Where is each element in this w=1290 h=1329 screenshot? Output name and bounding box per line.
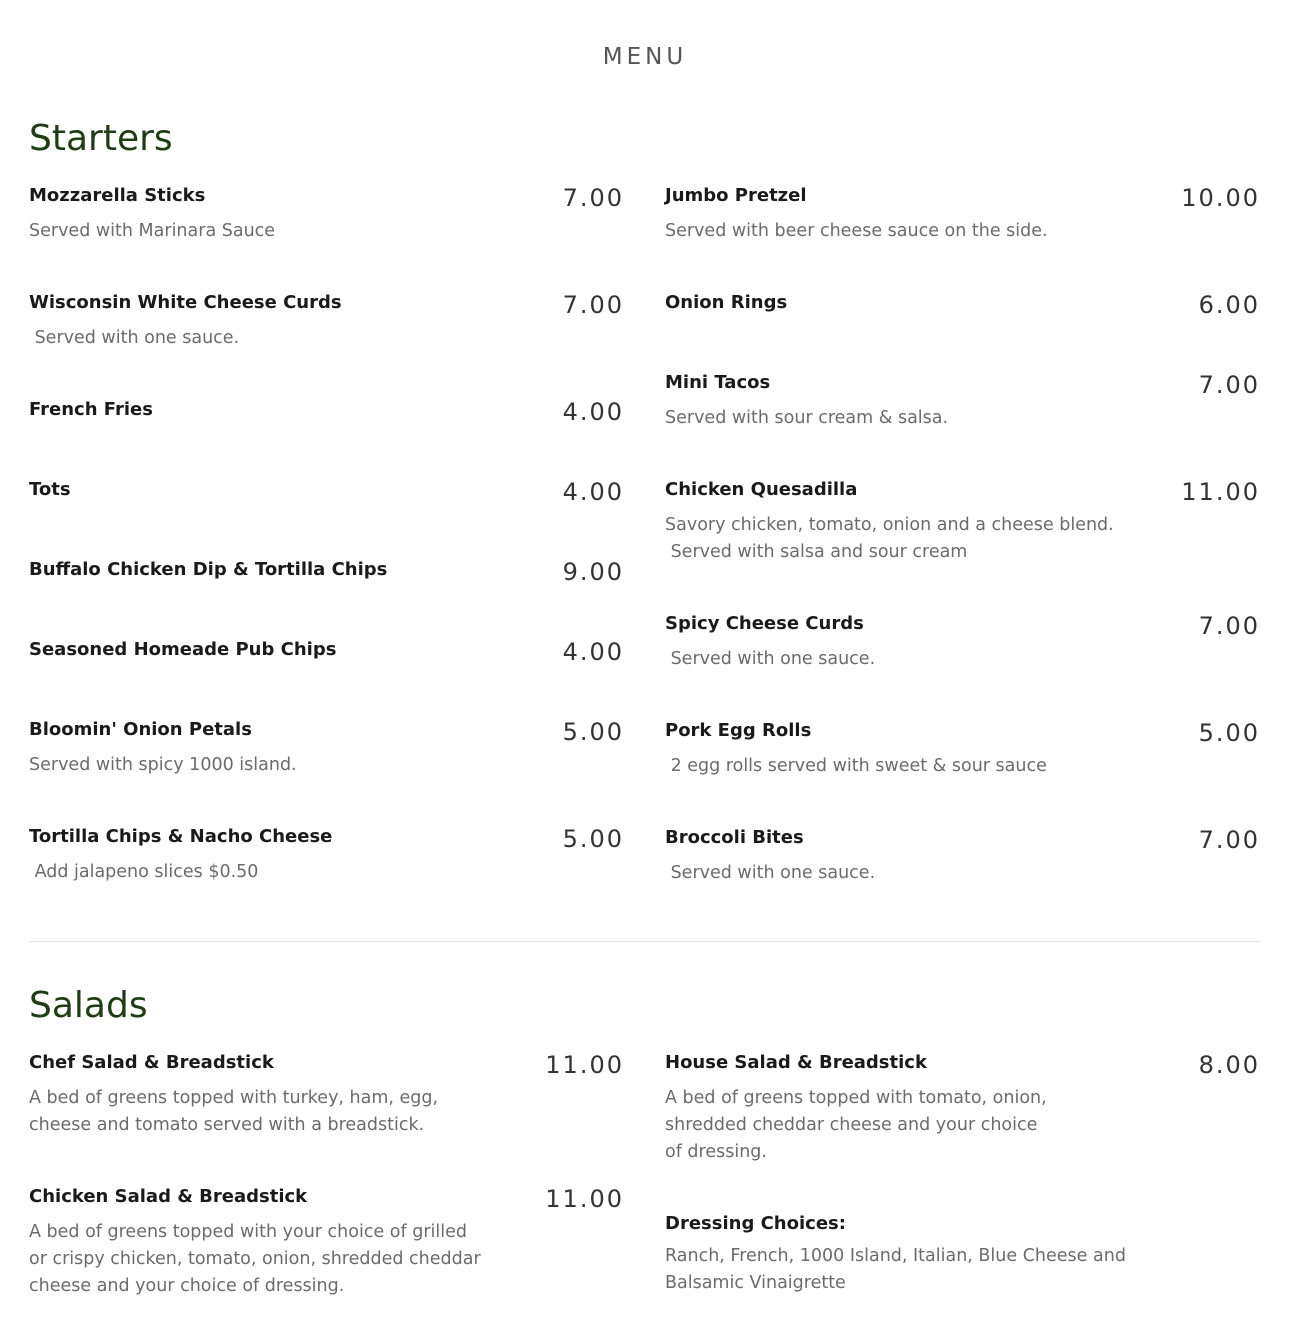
item-description: Served with Marinara Sauce bbox=[29, 221, 276, 241]
item-description: A bed of greens topped with your choice of grilled or crispy chicken, tomato, onion, shredded cheddar cheese and your choice of dressing. bbox=[29, 1222, 481, 1296]
section-title-starters: Starters bbox=[29, 118, 173, 159]
item-price: 4.00 bbox=[562, 398, 624, 426]
dressing-choices-text: Ranch, French, 1000 Island, Italian, Blue Cheese and Balsamic Vinaigrette bbox=[665, 1246, 1126, 1293]
item-name: Chicken Quesadilla bbox=[665, 479, 858, 500]
item-price: 4.00 bbox=[562, 478, 624, 506]
item-name: Buffalo Chicken Dip & Tortilla Chips bbox=[29, 559, 388, 580]
item-price: 7.00 bbox=[1198, 826, 1260, 854]
item-name: Seasoned Homeade Pub Chips bbox=[29, 639, 337, 660]
item-name: Wisconsin White Cheese Curds bbox=[29, 292, 342, 313]
item-name: Spicy Cheese Curds bbox=[665, 613, 864, 634]
item-price: 5.00 bbox=[562, 825, 624, 853]
item-price: 11.00 bbox=[545, 1051, 624, 1079]
item-description: Served with sour cream & salsa. bbox=[665, 408, 949, 428]
item-price: 11.00 bbox=[545, 1185, 624, 1213]
dressing-choices-label: Dressing Choices: bbox=[665, 1213, 846, 1234]
item-description: Served with one sauce. bbox=[29, 328, 240, 348]
item-name: Tortilla Chips & Nacho Cheese bbox=[29, 826, 333, 847]
section-divider bbox=[29, 941, 1261, 942]
section-title-salads: Salads bbox=[29, 985, 148, 1026]
item-description: Savory chicken, tomato, onion and a cheese blend. Served with salsa and sour cream bbox=[665, 515, 1114, 562]
item-name: Jumbo Pretzel bbox=[665, 185, 807, 206]
item-description: Served with one sauce. bbox=[665, 649, 876, 669]
item-description: A bed of greens topped with tomato, onion, shredded cheddar cheese and your choice of dressing. bbox=[665, 1088, 1047, 1162]
item-price: 5.00 bbox=[562, 718, 624, 746]
item-name: Pork Egg Rolls bbox=[665, 720, 812, 741]
item-description: A bed of greens topped with turkey, ham, egg, cheese and tomato served with a breadstick. bbox=[29, 1088, 439, 1135]
item-description: 2 egg rolls served with sweet & sour sauce bbox=[665, 756, 1047, 776]
item-name: Tots bbox=[29, 479, 71, 500]
item-name: Chef Salad & Breadstick bbox=[29, 1052, 274, 1073]
item-price: 7.00 bbox=[1198, 371, 1260, 399]
menu-title: MENU bbox=[602, 44, 688, 70]
item-price: 5.00 bbox=[1198, 719, 1260, 747]
item-description: Served with one sauce. bbox=[665, 863, 876, 883]
item-price: 8.00 bbox=[1198, 1051, 1260, 1079]
item-name: House Salad & Breadstick bbox=[665, 1052, 927, 1073]
item-description: Served with spicy 1000 island. bbox=[29, 755, 297, 775]
item-description: Add jalapeno slices $0.50 bbox=[29, 862, 259, 882]
item-price: 10.00 bbox=[1181, 184, 1260, 212]
item-name: French Fries bbox=[29, 399, 153, 420]
item-price: 9.00 bbox=[562, 558, 624, 586]
item-price: 7.00 bbox=[562, 184, 624, 212]
item-price: 6.00 bbox=[1198, 291, 1260, 319]
item-price: 7.00 bbox=[1198, 612, 1260, 640]
item-name: Bloomin' Onion Petals bbox=[29, 719, 252, 740]
item-name: Onion Rings bbox=[665, 292, 788, 313]
item-name: Chicken Salad & Breadstick bbox=[29, 1186, 308, 1207]
item-price: 4.00 bbox=[562, 638, 624, 666]
item-price: 7.00 bbox=[562, 291, 624, 319]
item-name: Broccoli Bites bbox=[665, 827, 804, 848]
item-description: Served with beer cheese sauce on the side. bbox=[665, 221, 1048, 241]
item-name: Mini Tacos bbox=[665, 372, 771, 393]
item-name: Mozzarella Sticks bbox=[29, 185, 206, 206]
item-price: 11.00 bbox=[1181, 478, 1260, 506]
